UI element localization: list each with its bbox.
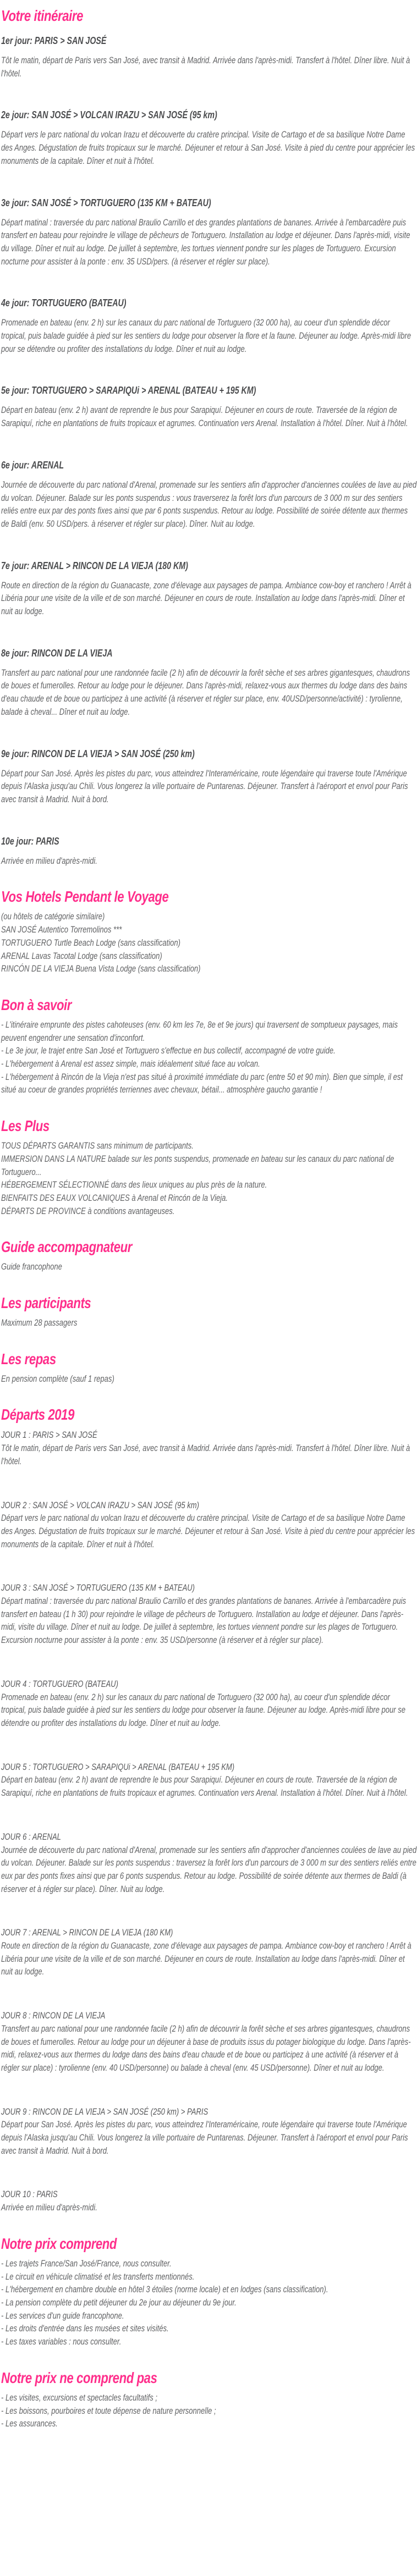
day-8-heading: 8e jour: RINCON DE LA VIEJA (1, 647, 113, 659)
departure-day-2 (1, 1499, 417, 1552)
day-6-description: Journée de découverte du parc national d'Arenal, promenade sur les sentiers afin d'approcher d'anciennes coulées de lave au pied du volcan. Déjeuner. Balade sur les ponts suspendus : vous traverserez la forêt lors d'un parcours de 3 000 m sur des sentiers reliés entre eux par des ponts fixes ainsi que par 6 ponts suspendus. Retour au lodge. Possibilité de soirée détente aux thermes de Baldi (env. 50 USD/pers. à réserver et régler sur place). Dîner. Nuit au lodge. (1, 479, 417, 529)
departure-day-5-heading: JOUR 5 : TORTUGUERO > SARAPIQUi > ARENAL (BATEAU + 195 KM) (1, 1762, 235, 1772)
price-exclude-item: - Les visites, excursions et spectacles facultatifs ; (1, 2392, 157, 2403)
good-to-know-item: - L'itinéraire emprunte des pistes cahoteuses (env. 60 km les 7e, 8e et 9e jours) qui traversent de somptueux paysages, mais peuvent engendrer une sensation d'inconfort. (1, 1019, 398, 1043)
good-to-know-item: - Le 3e jour, le trajet entre San José et Tortuguero s'effectue en bus collectif, accompagné de votre guide. (1, 1046, 336, 1056)
departure-day-3-description: Départ matinal : traversée du parc national Braulio Carrillo et des grandes plantations de bananes. Arrivée à l'embarcadère puis transfert en bateau (1 h 30) pour rejoindre le village de pêcheurs de Tortuguero. Installation au lodge et déjeuner. Dans l'après-midi, visite du village. Dîner et nuit au lodge. De juillet à septembre, les tortues viennent pondre sur les plages de Tortuguero. Excursion nocturne pour assister à la ponte : env. 35 USD/personne (à réserver et à régler sur place). (1, 1596, 406, 1646)
departure-day-10-description: Arrivée en milieu d'après-midi. (1, 2203, 97, 2213)
hotel-line: ARENAL Lavas Tacotal Lodge (sans classification) (1, 951, 162, 961)
day-1-description: Tôt le matin, départ de Paris vers San José, avec transit à Madrid. Arrivée dans l'après-midi. Transfert à l'hôtel. Dîner libre. Nuit à l'hôtel. (1, 56, 410, 79)
departure-day-5-description: Départ en bateau (env. 2 h) avant de reprendre le bus pour Sarapiquí. Déjeuner en cours de route. Traversée de la région de Sarapiquí, riche en plantations de fruits tropicaux et agrumes. Continuation vers Arenal. Installation à l'hôtel. Dîner. Nuit à l'hôtel. (1, 1775, 408, 1799)
day-4-description: Promenade en bateau (env. 2 h) sur les canaux du parc national de Tortuguero (32 000 ha), au coeur d'un splendide décor tropical, puis balade guidée à pied sur les sentiers du lodge pour observer la flore et la faune. Déjeuner au lodge. Après-midi libre pour se détendre ou profiter des installations du lodge. Dîner et nuit au lodge. (1, 318, 411, 354)
section-title-good-to-know: Bon à savoir (1, 996, 72, 1013)
departure-day-6-heading: JOUR 6 : ARENAL (1, 1832, 61, 1842)
day-8-description: Transfert au parc national pour une randonnée facile (2 h) afin de découvrir la forêt sèche et ses arbres gigantesques, chaudrons de boues et fumerolles. Retour au lodge pour le déjeuner. Dans l'après-midi, relaxez-vous aux thermes du lodge dans des bains d'eau chaude et de boue ou participez à une activité (à réserver et régler sur place, env. 40USD/personne/activité) : tyrolienne, balade à cheval... Dîner et nuit au lodge. (1, 668, 410, 717)
section-title-itinerary: Votre itinéraire (1, 7, 83, 24)
price-exclude-item: - Les boissons, pourboires et toute dépense de nature personnelle ; (1, 2406, 216, 2416)
departure-day-9-heading: JOUR 9 : RINCON DE LA VIEJA > SAN JOSÉ (250 km) > PARIS (1, 2106, 209, 2117)
departure-day-4 (1, 1678, 417, 1730)
departure-day-1-heading: JOUR 1 : PARIS > SAN JOSÉ (1, 1430, 97, 1441)
departure-day-4-heading: JOUR 4 : TORTUGUERO (BATEAU) (1, 1679, 118, 1689)
price-include-item: - Les services d'un guide francophone. (1, 2310, 124, 2321)
departure-day-5 (1, 1761, 417, 1800)
day-2-heading: 2e jour: SAN JOSÉ > VOLCAN IRAZU > SAN JOSÉ (95 km) (1, 109, 217, 121)
les-plus-item: HÉBERGEMENT SÉLECTIONNÉ dans des lieux uniques au plus près de la nature. (1, 1180, 267, 1190)
departure-day-10-heading: JOUR 10 : PARIS (1, 2189, 58, 2200)
itinerary-days-section (1, 35, 417, 868)
departure-day-1 (1, 1429, 417, 1468)
departure-day-6-description: Journée de découverte du parc national d'Arenal, promenade sur les sentiers afin d'approcher d'anciennes coulées de lave au pied du volcan. Déjeuner. Balade sur les ponts suspendus : traversez la forêt lors d'un parcours de 3 000 m sur des sentiers reliés entre eux par des ponts fixes ainsi que par 6 ponts suspendus. Retour au lodge. Possibilité de soirée détente aux thermes de Baldi (à réserver et à régler sur place). Dîner. Nuit au lodge. (1, 1845, 417, 1894)
departure-day-3-heading: JOUR 3 : SAN JOSÉ > TORTUGUERO (135 KM + BATEAU) (1, 1583, 195, 1593)
section-title-departures: Départs 2019 (1, 1406, 74, 1424)
departure-day-6 (1, 1831, 417, 1896)
departure-day-2-description: Départ vers le parc national du volcan Irazu et découverte du cratère principal. Visite de Cartago et de sa basilique Notre Dame des Anges. Dégustation de fruits tropicaux sur le marché. Déjeuner et retour à San José. Visite à pied du centre pour apprécier les monuments de la capitale. Dîner et nuit à l'hôtel. (1, 1513, 415, 1549)
departure-day-3 (1, 1582, 417, 1647)
les-plus-item: TOUS DÉPARTS GARANTIS sans minimum de participants. (1, 1141, 194, 1151)
hotel-line: RINCÓN DE LA VIEJA Buena Vista Lodge (sans classification) (1, 964, 201, 974)
price-include-item: - Les trajets France/San José/France, nous consulter. (1, 2258, 172, 2269)
day-3-description: Départ matinal : traversée du parc national Braulio Carrillo et des grandes plantations de bananes. Arrivée à l'embarcadère puis transfert en bateau pour rejoindre le village de pêcheurs de Tortuguero. Installation au lodge et déjeuner. Dans l'après-midi, visite du village. Dîner et nuit au lodge. De juillet à septembre, les tortues viennent pondre sur les plages de Tortuguero. Excursion nocturne pour assister à la ponte : env. 35 USD/pers. (à réserver et régler sur place). (1, 217, 410, 267)
day-9-heading: 9e jour: RINCON DE LA VIEJA > SAN JOSÉ (250 km) (1, 748, 195, 759)
hotels-section (1, 911, 417, 976)
les-plus-item: BIENFAITS DES EAUX VOLCANIQUES à Arenal et Rincón de la Vieja. (1, 1193, 228, 1203)
price-include-item: - Les droits d'entrée dans les musées et sites visités. (1, 2324, 169, 2334)
section-title-participants: Les participants (1, 1294, 91, 1312)
day-6-heading: 6e jour: ARENAL (1, 459, 64, 471)
day-7-heading: 7e jour: ARENAL > RINCON DE LA VIEJA (180 KM) (1, 560, 188, 571)
section-title-price-includes: Notre prix comprend (1, 2235, 117, 2252)
meals-text: En pension complète (sauf 1 repas) (1, 1374, 114, 1384)
section-title-les-plus: Les Plus (1, 1117, 50, 1135)
departure-day-9-description: Départ pour San José. Après les pistes du parc, vous atteindrez l'Interaméricaine, route légendaire qui traverse toute l'Amérique depuis l'Alaska jusqu'au Chili. Vous longerez la ville portuaire de Puntarenas. Déjeuner. Transfert à l'aéroport et envol pour Paris avec transit à Madrid. Nuit à bord. (1, 2120, 408, 2156)
hotel-line: TORTUGUERO Turtle Beach Lodge (sans classification) (1, 937, 180, 948)
les-plus-section (1, 1140, 417, 1218)
day-2-description: Départ vers le parc national du volcan Irazu et découverte du cratère principal. Visite de Cartago et de sa basilique Notre Dame des Anges. Dégustation de fruits tropicaux sur le marché. Déjeuner et retour à San José. Visite à pied du centre pour apprécier les monuments de la capitale. Dîner et nuit à l'hôtel. (1, 130, 415, 166)
section-title-meals: Les repas (1, 1350, 56, 1367)
les-plus-item: DÉPARTS DE PROVINCE à conditions avantageuses. (1, 1206, 175, 1216)
price-include-item: - Le circuit en véhicule climatisé et les transferts mentionnés. (1, 2271, 195, 2282)
departure-day-4-description: Promenade en bateau (env. 2 h) sur les canaux du parc national de Tortuguero (32 000 ha), au coeur d'un splendide décor tropical, puis balade guidée à pied sur les sentiers du lodge pour observer la faune. Déjeuner au lodge. Après-midi libre pour se détendre ou profiter des installations du lodge. Dîner et nuit au lodge. (1, 1692, 405, 1728)
price-excludes-section (1, 2392, 417, 2431)
good-to-know-section (1, 1019, 417, 1097)
section-title-price-excludes: Notre prix ne comprend pas (1, 2369, 157, 2386)
departure-day-2-heading: JOUR 2 : SAN JOSÉ > VOLCAN IRAZU > SAN JOSÉ (95 km) (1, 1500, 200, 1510)
day-5-heading: 5e jour: TORTUGUERO > SARAPIQUi > ARENAL (BATEAU + 195 KM) (1, 385, 256, 396)
guide-text: Guide francophone (1, 1262, 62, 1272)
day-10-heading: 10e jour: PARIS (1, 835, 59, 847)
departure-day-8 (1, 2010, 417, 2075)
day-1-heading: 1er jour: PARIS > SAN JOSÉ (1, 35, 107, 46)
departure-day-8-description: Transfert au parc national pour une randonnée facile (2 h) afin de découvrir la forêt sèche et ses arbres gigantesques, chaudrons de boues et fumerolles. Retour au lodge pour un déjeuner à base de produits issus du potager biologique du lodge. Dans l'après-midi, relaxez-vous aux thermes du lodge dans des bains d'eau chaude et de boue ou participez à une activité (à réserver et à régler sur place) : tyrolienne (env. 40 USD/personne) ou balade à cheval (env. 45 USD/personne). Dîner et nuit au lodge. (1, 2023, 411, 2073)
hotel-line: SAN JOSÉ Autentico Torremolinos *** (1, 925, 122, 935)
day-5-description: Départ en bateau (env. 2 h) avant de reprendre le bus pour Sarapiquí. Déjeuner en cours de route. Traversée de la région de Sarapiquí, riche en plantations de fruits tropicaux et agrumes. Continuation vers Arenal. Installation à l'hôtel. Dîner. Nuit à l'hôtel. (1, 405, 408, 429)
day-4-heading: 4e jour: TORTUGUERO (BATEAU) (1, 297, 127, 309)
section-title-guide: Guide accompagnateur (1, 1238, 132, 1256)
departure-day-7-heading: JOUR 7 : ARENAL > RINCON DE LA VIEJA (180 KM) (1, 1928, 173, 1938)
price-include-item: - La pension complète du petit déjeuner du 2e jour au déjeuner du 9e jour. (1, 2297, 237, 2308)
price-include-item: - L'hébergement en chambre double en hôtel 3 étoiles (norme locale) et en lodges (sans classification). (1, 2285, 328, 2295)
les-plus-item: IMMERSION DANS LA NATURE balade sur les ponts suspendus, promenade en bateau sur les canaux du parc national de Tortuguero... (1, 1154, 394, 1177)
day-9-description: Départ pour San José. Après les pistes du parc, vous atteindrez l'Interaméricaine, route légendaire qui traverse toute l'Amérique depuis l'Alaska jusqu'au Chili. Vous longerez la ville portuaire de Puntarenas. Déjeuner. Transfert à l'aéroport et envol pour Paris avec transit à Madrid. Nuit à bord. (1, 768, 408, 804)
departure-day-7-description: Route en direction de la région du Guanacaste, zone d'élevage aux paysages de pampa. Ambiance cow-boy et ranchero ! Arrêt à Libéria pour une visite de la ville et de son marché. Déjeuner en cours de route. Installation au lodge dans l'après-midi. Dîner et nuit au lodge. (1, 1941, 411, 1977)
departure-day-1-description: Tôt le matin, départ de Paris vers San José, avec transit à Madrid. Arrivée dans l'après-midi. Transfert à l'hôtel. Dîner libre. Nuit à l'hôtel. (1, 1443, 410, 1466)
price-exclude-item: - Les assurances. (1, 2419, 58, 2429)
departure-day-7 (1, 1927, 417, 1979)
day-3-heading: 3e jour: SAN JOSÉ > TORTUGUERO (135 KM + BATEAU) (1, 197, 211, 208)
section-title-hotels: Vos Hotels Pendant le Voyage (1, 888, 169, 906)
departures-section (1, 1429, 417, 2214)
day-7-description: Route en direction de la région du Guanacaste, zone d'élevage aux paysages de pampa. Ambiance cow-boy et ranchero ! Arrêt à Libéria pour une visite de la ville et de son marché. Déjeuner en cours de route. Installation au lodge dans l'après-midi. Dîner et nuit au lodge. (1, 580, 411, 617)
departure-day-10 (1, 2188, 417, 2214)
participants-text: Maximum 28 passagers (1, 1318, 78, 1328)
good-to-know-item: - L'hébergement à Arenal est assez simple, mais idéalement situé face au volcan. (1, 1059, 260, 1069)
good-to-know-item: - L'hébergement à Rincón de la Vieja n'est pas situé à proximité immédiate du parc (entre 50 et 90 min). Bien que simple, il est situé au coeur de grandes propriétés terriennes avec chevaux, bétail... atmosphère gaucho garantie ! (1, 1072, 403, 1095)
departure-day-8-heading: JOUR 8 : RINCON DE LA VIEJA (1, 2011, 106, 2021)
hotels-intro: (ou hôtels de catégorie similaire) (1, 912, 105, 922)
departure-day-9 (1, 2106, 417, 2158)
price-includes-section (1, 2258, 417, 2349)
price-include-item: - Les taxes variables : nous consulter. (1, 2337, 122, 2347)
day-10-description: Arrivée en milieu d'après-midi. (1, 856, 97, 866)
